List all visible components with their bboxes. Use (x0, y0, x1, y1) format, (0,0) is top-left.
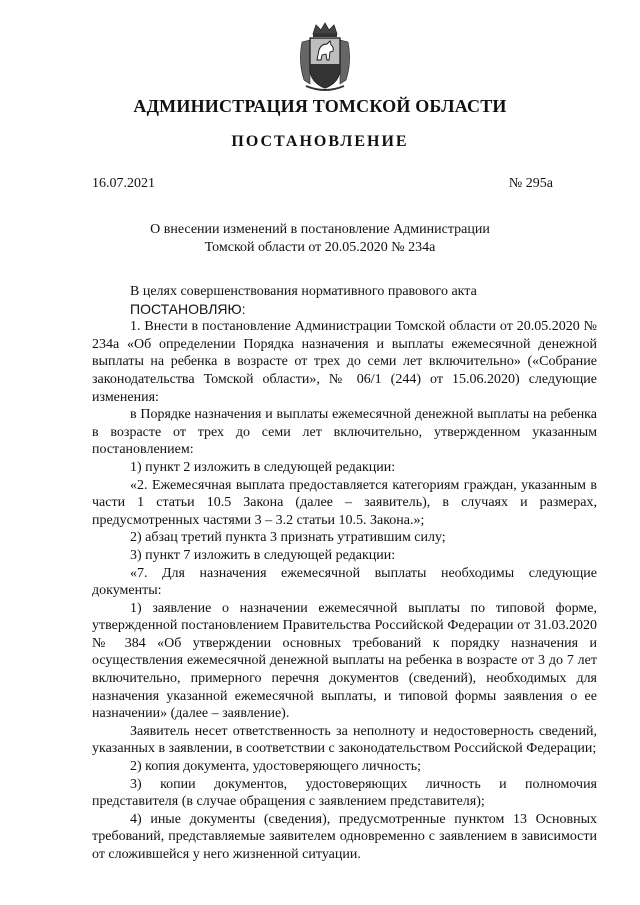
organization-title: АДМИНИСТРАЦИЯ ТОМСКОЙ ОБЛАСТИ (133, 96, 507, 116)
body-paragraph: 3) пункт 7 изложить в следующей редакции: (130, 547, 396, 563)
body-paragraph: 3) копии документов, удостоверяющих личность и полномочия представителя (в случае обращения с заявлением представителя); (92, 776, 597, 810)
body-paragraph: 4) иные документы (сведения), предусмотренные пунктом 13 Основных требований, представляемые заявителем одновременно с заявлением в зависимости от сложившейся у него жизненной ситуации. (92, 811, 597, 862)
document-subject (120, 221, 520, 257)
body-paragraph: «2. Ежемесячная выплата предоставляется категориям граждан, указанным в части 1 статьи 10.5 Закона (далее – заявитель), в случаях и размерах, предусмотренных частями 3 – 3.2 статьи 10.5. Закона.»; (92, 477, 597, 528)
document-number: № 295а (508, 176, 553, 191)
body-paragraph: 2) абзац третий пункта 3 признать утратившим силу; (130, 530, 446, 546)
subject-line: О внесении изменений в постановление Администрации (150, 222, 490, 237)
document-date: 16.07.2021 (92, 176, 155, 191)
coat-of-arms-icon (296, 22, 354, 94)
document-body (92, 283, 597, 864)
body-paragraph: 2) копия документа, удостоверяющего личность; (130, 759, 422, 775)
body-paragraph: 1) заявление о назначении ежемесячной выплаты по типовой форме, утвержденной постановлением Правительства Российской Федерации от 31.03.2020 № 384 «Об утверждении основных требований к порядку назначения и осуществления ежемесячной денежной выплаты на ребенка в возрасте от 3 до 7 лет включительно, примерного перечня документов (сведений), необходимых для назначения указанной ежемесячной выплаты, и типовой формы заявления о ее назначении» (далее – заявление). (92, 600, 597, 722)
body-paragraph: в Порядке назначения и выплаты ежемесячной денежной выплаты на ребенка в возрасте от трех до семи лет включительно, утвержденном указанным постановлением: (92, 407, 597, 458)
subject-line: Томской области от 20.05.2020 № 234а (204, 240, 436, 255)
decree-word: ПОСТАНОВЛЯЮ: (130, 300, 246, 317)
document-type: ПОСТАНОВЛЕНИЕ (231, 133, 409, 150)
body-paragraph: 1. Внести в постановление Администрации Томской области от 20.05.2020 № 234а «Об определении Порядка назначения и выплаты ежемесячной денежной выплаты на ребенка в возрасте от трех до семи лет включительно» («Собрание законодательства Томской области», № 06/1 (244) от 15.06.2020) следующие изменения: (92, 319, 597, 405)
body-paragraph: 1) пункт 2 изложить в следующей редакции: (130, 459, 396, 475)
preamble-paragraph: В целях совершенствования нормативного правового акта (130, 284, 477, 299)
body-paragraph: «7. Для назначения ежемесячной выплаты необходимы следующие документы: (92, 565, 597, 599)
body-paragraph: Заявитель несет ответственность за неполноту и недостоверность сведений, указанных в заявлении, в соответствии с законодательством Российской Федерации; (92, 723, 597, 757)
